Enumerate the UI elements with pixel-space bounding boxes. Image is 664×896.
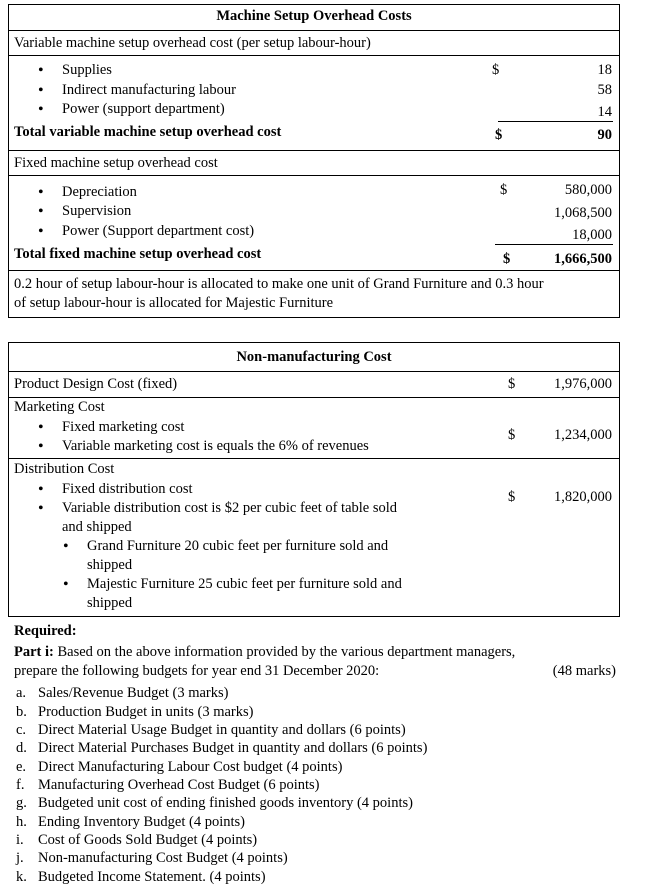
part-marks: (48 marks) (552, 663, 616, 679)
list-item-letter: k. (16, 869, 27, 885)
product-design-currency: $ (508, 376, 516, 392)
divider (8, 150, 620, 151)
var-total-label: Total variable machine setup overhead cost (14, 124, 282, 140)
distribution-variable-line1: • Variable distribution cost is $2 per cubic feet of table sold (62, 500, 397, 517)
marketing-currency: $ (508, 427, 516, 443)
distribution-currency: $ (508, 489, 516, 505)
distribution-value: 1,820,000 (554, 489, 612, 505)
divider (8, 30, 620, 31)
subtotal-rule (495, 244, 613, 245)
required-heading: Required: (14, 623, 77, 639)
list-item: Direct Material Purchases Budget in quantity and dollars (6 points) (38, 740, 428, 756)
allocation-note-line1: 0.2 hour of setup labour-hour is allocated to make one unit of Grand Furniture and 0.3 hour (14, 276, 544, 292)
divider (8, 458, 620, 459)
list-item-letter: g. (16, 795, 27, 811)
list-item-letter: e. (16, 759, 27, 775)
list-item-letter: d. (16, 740, 27, 756)
fixed-total-label: Total fixed machine setup overhead cost (14, 246, 262, 262)
majestic-furniture-line2: shipped (87, 595, 133, 611)
part-i-line1 (14, 644, 515, 661)
list-item: Direct Material Usage Budget in quantity and dollars (6 points) (38, 722, 406, 738)
var-total-value: 90 (597, 127, 612, 143)
list-item: Non-manufacturing Cost Budget (4 points) (38, 850, 288, 866)
nonmfg-table-title: Non-manufacturing Cost (236, 349, 392, 365)
list-item-letter: i. (16, 832, 24, 848)
var-total-currency: $ (495, 127, 503, 143)
grand-furniture-line1: • Grand Furniture 20 cubic feet per furniture sold and (87, 538, 388, 555)
divider (8, 397, 620, 398)
var-item-power: • Power (support department) (62, 101, 225, 118)
fixed-item-power: • Power (Support department cost) (62, 223, 254, 240)
allocation-note-line2: of setup labour-hour is allocated for Majestic Furniture (14, 295, 334, 311)
list-item: Ending Inventory Budget (4 points) (38, 814, 246, 830)
list-item: Cost of Goods Sold Budget (4 points) (38, 832, 258, 848)
marketing-value: 1,234,000 (554, 427, 612, 443)
marketing-variable: • Variable marketing cost is equals the 6% of revenues (62, 438, 369, 455)
fixed-value-depreciation: 580,000 (564, 182, 612, 198)
part-label: Part i: (14, 644, 54, 660)
fixed-item-depreciation: • Depreciation (62, 184, 137, 201)
fixed-cost-header: Fixed machine setup overhead cost (14, 155, 218, 171)
fixed-currency: $ (500, 182, 508, 198)
variable-cost-header: Variable machine setup overhead cost (per setup labour-hour) (14, 35, 371, 51)
part-text-line2: prepare the following budgets for year end 31 December 2020: (14, 663, 380, 679)
product-design-label: Product Design Cost (fixed) (14, 376, 178, 392)
distribution-variable-line2: and shipped (62, 519, 132, 535)
var-currency: $ (492, 62, 500, 78)
divider (8, 55, 620, 56)
list-item: Budgeted unit cost of ending finished goods inventory (4 points) (38, 795, 413, 811)
list-item: Manufacturing Overhead Cost Budget (6 points) (38, 777, 320, 793)
list-item-letter: h. (16, 814, 27, 830)
part-text-line1: Based on the above information provided by the various department managers, (53, 644, 516, 660)
marketing-fixed: • Fixed marketing cost (62, 419, 184, 436)
list-item: Sales/Revenue Budget (3 marks) (38, 685, 229, 701)
list-item: Budgeted Income Statement. (4 points) (38, 869, 266, 885)
list-item-letter: a. (16, 685, 27, 701)
fixed-value-power: 18,000 (572, 227, 612, 243)
var-value-supplies: 18 (597, 62, 612, 78)
fixed-value-supervision: 1,068,500 (554, 205, 612, 221)
fixed-item-supervision: • Supervision (62, 203, 131, 220)
divider (8, 175, 620, 176)
list-item-letter: c. (16, 722, 27, 738)
fixed-total-currency: $ (503, 251, 511, 267)
marketing-label: Marketing Cost (14, 399, 105, 415)
majestic-furniture-line1: • Majestic Furniture 25 cubic feet per furniture sold and (87, 576, 402, 593)
grand-furniture-line2: shipped (87, 557, 133, 573)
var-item-supplies: • Supplies (62, 62, 112, 79)
distribution-label: Distribution Cost (14, 461, 115, 477)
list-item-letter: b. (16, 704, 27, 720)
divider (8, 270, 620, 271)
list-item-letter: f. (16, 777, 25, 793)
fixed-total-value: 1,666,500 (554, 251, 612, 267)
var-item-indirect-labour: • Indirect manufacturing labour (62, 82, 236, 99)
var-value-power: 14 (597, 104, 612, 120)
setup-table-title: Machine Setup Overhead Costs (216, 8, 412, 24)
subtotal-rule (498, 121, 613, 122)
product-design-value: 1,976,000 (554, 376, 612, 392)
list-item: Direct Manufacturing Labour Cost budget (4 points) (38, 759, 343, 775)
var-value-indirect-labour: 58 (597, 82, 612, 98)
list-item-letter: j. (16, 850, 24, 866)
distribution-fixed: • Fixed distribution cost (62, 481, 193, 498)
list-item: Production Budget in units (3 marks) (38, 704, 254, 720)
divider (8, 371, 620, 372)
